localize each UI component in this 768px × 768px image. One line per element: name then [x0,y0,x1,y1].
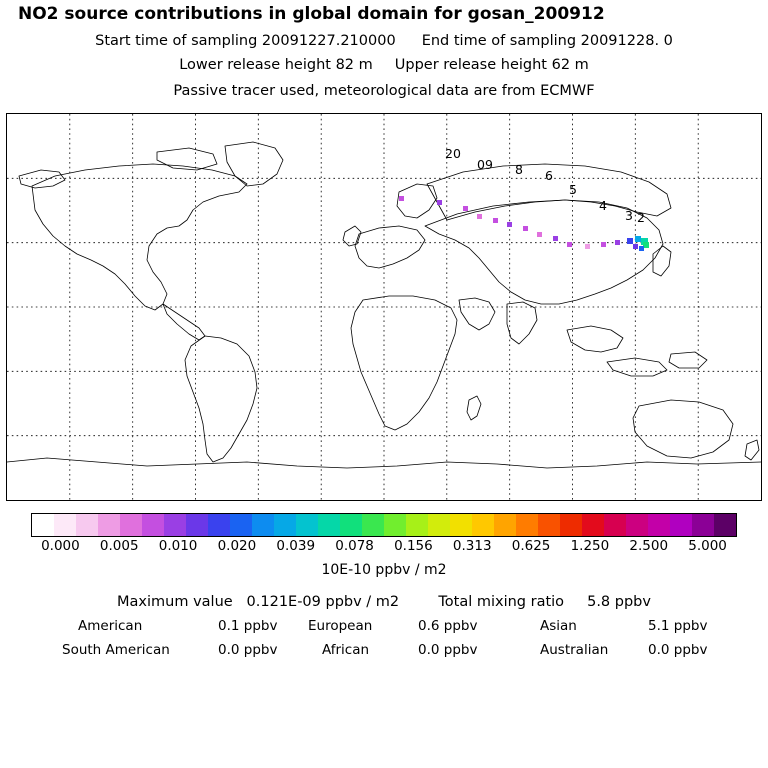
region-label-asian: Asian [540,618,577,634]
colorbar-swatch [516,514,538,536]
colorbar-swatch [252,514,274,536]
traj-label-2: 2 [637,210,645,225]
traj-label-09: 09 [477,157,493,172]
release-height-line [0,57,768,73]
colorbar-swatch [208,514,230,536]
colorbar-tick-labels [0,538,768,554]
colorbar-swatch [384,514,406,536]
colorbar-swatch [76,514,98,536]
colorbar-tick: 0.156 [394,538,433,554]
colorbar-swatch [98,514,120,536]
map-graticule [7,114,761,500]
region-label-european: European [308,618,373,634]
total-mixing-ratio-label: Total mixing ratio [438,594,565,610]
colorbar-swatch [32,514,54,536]
region-row-1 [0,618,768,638]
colorbar-swatch [142,514,164,536]
colorbar-swatch [626,514,648,536]
lower-release-height-text: Lower release height 82 m [179,57,373,73]
colorbar-unit-label: 10E-10 ppbv / m2 [321,562,447,578]
colorbar-swatch [296,514,318,536]
max-value-label: Maximum value [117,594,233,610]
tracer-meteo-line: Passive tracer used, meteorological data are from ECMWF [173,83,595,99]
colorbar-swatch [230,514,252,536]
traj-label-20: 20 [445,146,461,161]
trajectory-labels [445,146,645,225]
colorbar-tick: 5.000 [688,538,727,554]
colorbar-swatch [340,514,362,536]
world-map-panel [6,113,762,501]
colorbar-swatch [670,514,692,536]
colorbar-tick: 0.313 [452,538,492,554]
colorbar-tick: 0.020 [217,538,257,554]
colorbar-swatch [714,514,736,536]
traj-label-6: 6 [545,168,553,183]
colorbar-swatch [582,514,604,536]
region-label-australian: Australian [540,642,609,658]
colorbar-tick: 0.039 [276,538,316,554]
colorbar-tick: 2.500 [629,538,669,554]
traj-label-8: 8 [515,162,523,177]
max-value-text: 0.121E-09 ppbv / m2 [246,594,400,610]
colorbar-swatch [604,514,626,536]
colorbar-swatch [494,514,516,536]
region-value-australian: 0.0 ppbv [648,642,708,658]
end-time-text: End time of sampling 20091228. 0 [421,33,673,49]
region-value-american: 0.1 ppbv [218,618,278,634]
page-title: NO2 source contributions in global domain for gosan_200912 [18,4,605,24]
sampling-time-line [0,33,768,49]
colorbar-tick: 0.078 [335,538,374,554]
traj-label-3: 3 [625,208,633,223]
colorbar-swatch [428,514,450,536]
colorbar-tick: 1.250 [570,538,610,554]
colorbar-swatch [538,514,560,536]
region-value-african: 0.0 ppbv [418,642,478,658]
colorbar-swatch [472,514,494,536]
colorbar-swatch [164,514,186,536]
colorbar-swatch [120,514,142,536]
colorbar-swatch [362,514,384,536]
region-value-asian: 5.1 ppbv [648,618,708,634]
colorbar-swatch [274,514,296,536]
colorbar-swatch [450,514,472,536]
total-mixing-ratio-value: 5.8 ppbv [587,594,651,610]
colorbar-swatch [692,514,714,536]
colorbar [31,513,737,537]
colorbar-swatch [54,514,76,536]
region-value-south-american: 0.0 ppbv [218,642,278,658]
colorbar-swatch [648,514,670,536]
region-label-south-american: South American [62,642,170,658]
upper-release-height-text: Upper release height 62 m [394,57,589,73]
colorbar-tick: 0.625 [511,538,551,554]
colorbar-tick: 0.010 [158,538,198,554]
region-label-african: African [322,642,370,658]
region-value-european: 0.6 ppbv [418,618,478,634]
region-label-american: American [78,618,143,634]
region-row-2 [0,642,768,662]
colorbar-swatch [406,514,428,536]
traj-label-4: 4 [599,198,607,213]
traj-label-5: 5 [569,182,577,197]
colorbar-swatch [318,514,340,536]
plume-cells [399,196,649,251]
summary-line [0,594,768,610]
colorbar-tick: 0.005 [99,538,139,554]
colorbar-tick: 0.000 [41,538,80,554]
start-time-text: Start time of sampling 20091227.210000 [95,33,396,49]
colorbar-swatch [186,514,208,536]
colorbar-swatch [560,514,582,536]
